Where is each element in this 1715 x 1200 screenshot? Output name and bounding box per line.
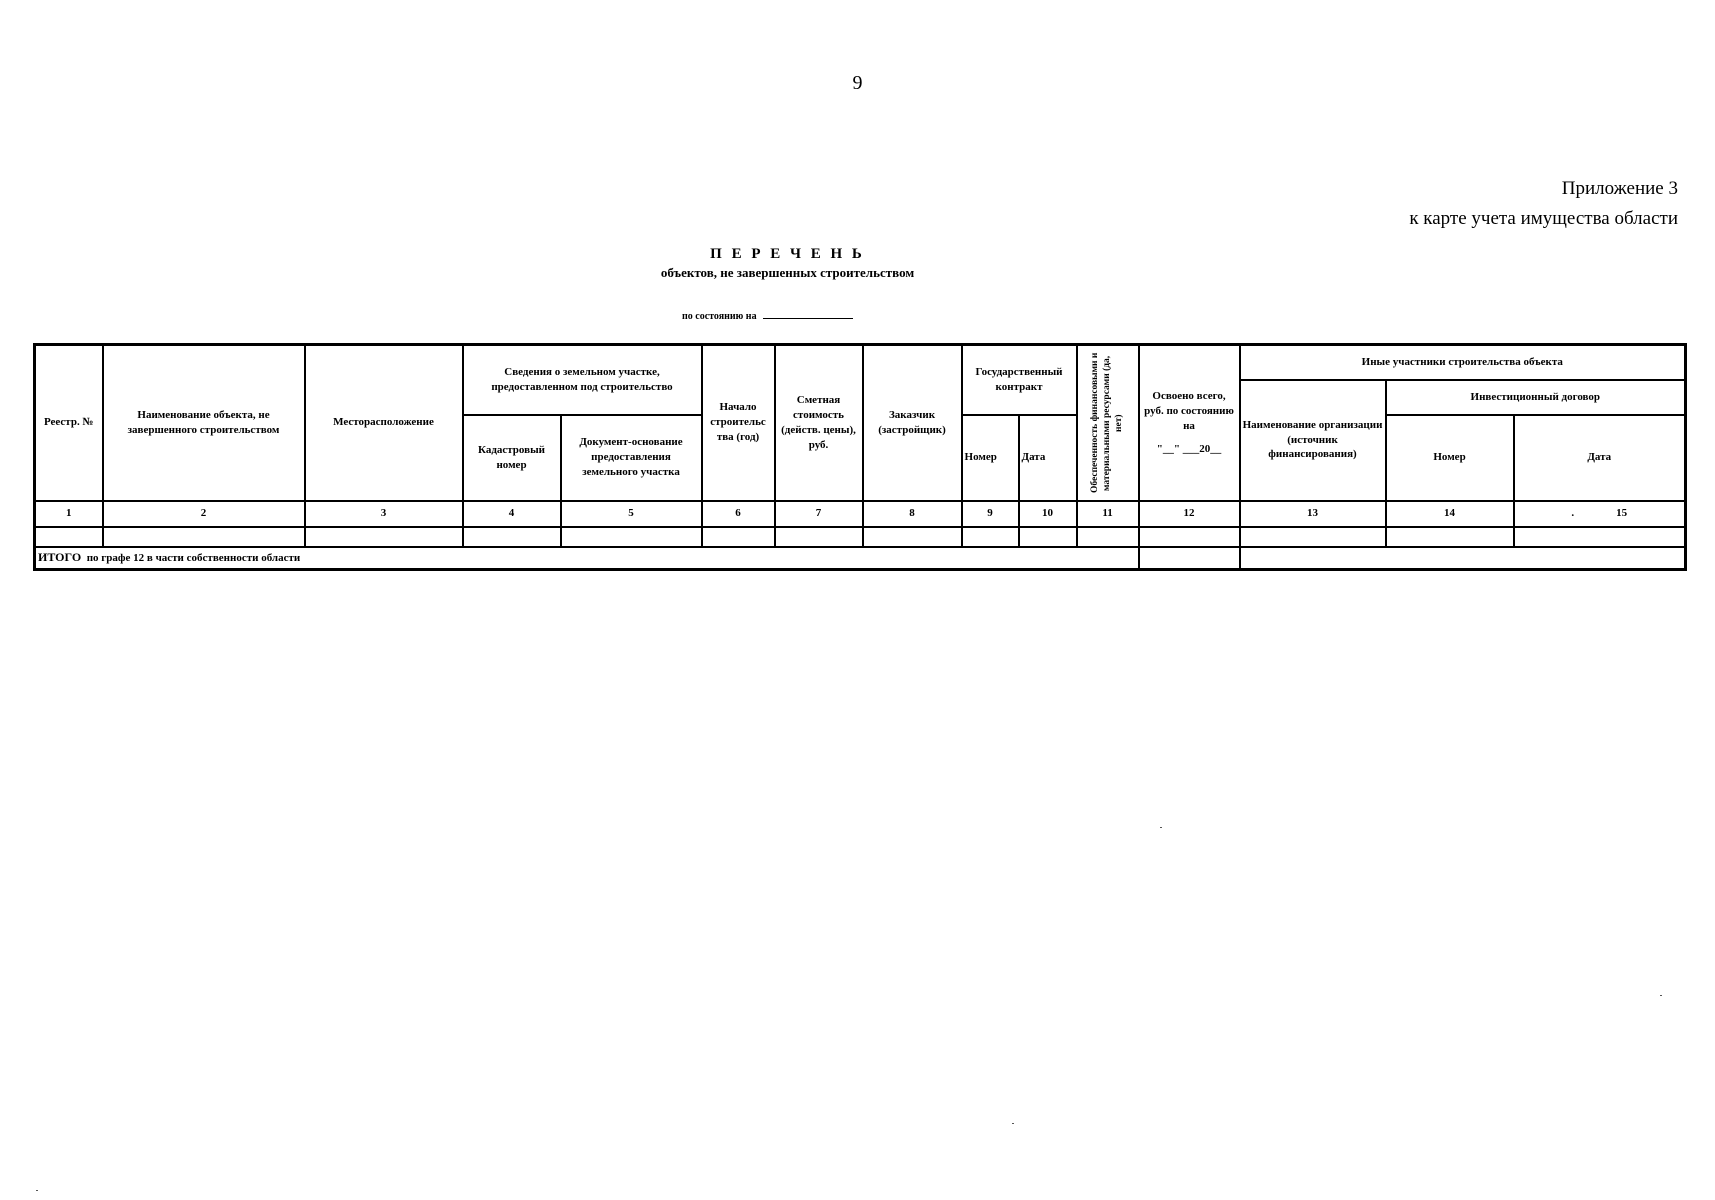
header-spent-total-date: "__" ___20__ [1156, 442, 1222, 455]
header-invest-date: Дата [1514, 415, 1686, 501]
title-sub: объектов, не завершенных строительством [660, 265, 915, 280]
appendix-line-1: Приложение 3 [1561, 178, 1678, 199]
header-spent-total-text: Освоено всего, руб. по состоянию на [1144, 390, 1234, 432]
header-org-name: Наименование организации (источник финансирования) [1240, 380, 1386, 501]
header-land-info: Сведения о земельном участке, предоставленном под строительство [463, 345, 702, 415]
total-label [35, 547, 1139, 570]
as-of-date-line [682, 308, 853, 322]
column-number-15 [1514, 501, 1686, 527]
column-number: 12 [1139, 501, 1240, 527]
column-number: 6 [702, 501, 775, 527]
table-cell [1139, 527, 1240, 547]
table-cell [863, 527, 962, 547]
header-location: Месторасположение [305, 345, 463, 501]
appendix-caption [1409, 174, 1678, 234]
unfinished-objects-table [33, 343, 1687, 571]
as-of-date-blank [763, 308, 853, 319]
header-object-name: Наименование объекта, не завершенного строительством [103, 345, 305, 501]
table-cell [1240, 527, 1386, 547]
column-number: 1 [35, 501, 103, 527]
table-cell [1077, 527, 1139, 547]
column-number: 3 [305, 501, 463, 527]
as-of-label: по состоянию на [682, 311, 757, 322]
total-row [35, 547, 1686, 570]
table-cell [962, 527, 1019, 547]
total-label-desc: по графе 12 в части собственности области [86, 552, 301, 565]
column-number: 2 [103, 501, 305, 527]
page-number: 9 [852, 72, 863, 94]
appendix-line-2: к карте учета имущества области [1409, 208, 1678, 229]
column-number-row [35, 501, 1686, 527]
header-land-doc: Документ-основание предоставления земельного участка [561, 415, 702, 501]
header-invest-number: Номер [1386, 415, 1514, 501]
table-row [35, 527, 1686, 547]
scan-speck [1660, 995, 1662, 996]
header-contract-date: Дата [1019, 415, 1077, 501]
scan-speck [1012, 1123, 1014, 1124]
table-cell [561, 527, 702, 547]
column-number: 8 [863, 501, 962, 527]
table-cell [35, 527, 103, 547]
table-cell [702, 527, 775, 547]
column-15-mark: . [1571, 507, 1575, 520]
table-cell [463, 527, 561, 547]
column-number: 5 [561, 501, 702, 527]
table-cell [1386, 527, 1514, 547]
header-provision-text: Обеспеченность финансовыми и материальными ресурсами (да, нет) [1089, 352, 1124, 493]
document-title [0, 246, 1575, 281]
header-reg-no: Реестр. № [35, 345, 103, 501]
title-main: П Е Р Е Ч Е Н Ь [710, 246, 865, 262]
total-label-itogo: ИТОГО [38, 550, 82, 565]
table-cell [1019, 527, 1077, 547]
total-value-cell [1139, 547, 1240, 570]
column-15-number: 15 [1616, 507, 1628, 520]
header-gov-contract: Государственный контракт [962, 345, 1077, 415]
column-number: 14 [1386, 501, 1514, 527]
table-cell [1514, 527, 1686, 547]
column-number: 11 [1077, 501, 1139, 527]
header-provision [1077, 345, 1139, 501]
table-cell [775, 527, 863, 547]
scan-speck [1160, 827, 1162, 828]
header-estimated-cost: Сметная стоимость (действ. цены), руб. [775, 345, 863, 501]
table-cell [305, 527, 463, 547]
header-invest-contract: Инвестиционный договор [1386, 380, 1686, 415]
column-number: 9 [962, 501, 1019, 527]
column-number: 4 [463, 501, 561, 527]
total-empty-cell [1240, 547, 1686, 570]
scan-speck [36, 1190, 38, 1191]
header-cadastral: Кадастровый номер [463, 415, 561, 501]
header-customer: Заказчик (застройщик) [863, 345, 962, 501]
column-number: 7 [775, 501, 863, 527]
header-spent-total [1139, 345, 1240, 501]
table-cell [103, 527, 305, 547]
column-number: 13 [1240, 501, 1386, 527]
column-number: 10 [1019, 501, 1077, 527]
header-start-year: Начало строительс тва (год) [702, 345, 775, 501]
header-contract-number: Номер [962, 415, 1019, 501]
header-other-participants: Иные участники строительства объекта [1240, 345, 1686, 380]
